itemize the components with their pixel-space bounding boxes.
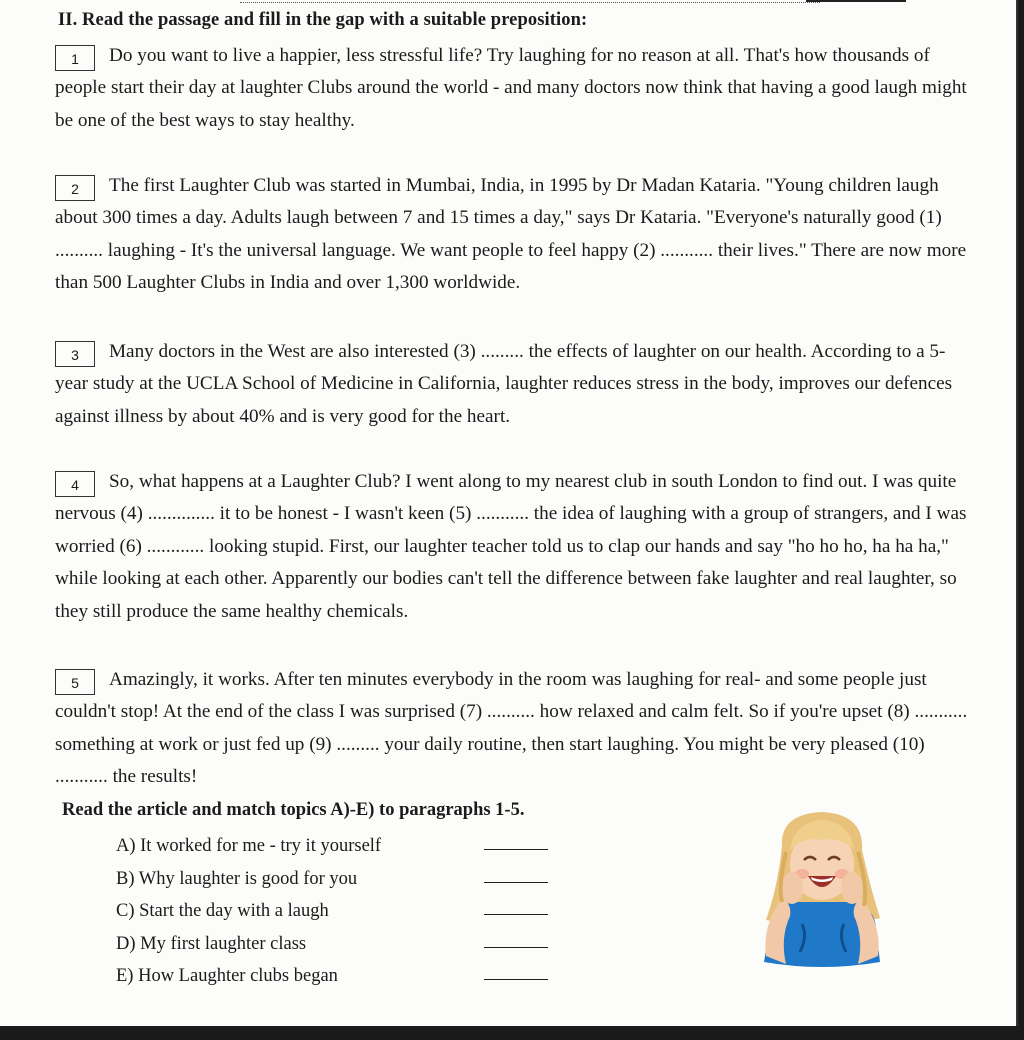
paragraph-4 [55, 466, 975, 628]
topic-item [116, 895, 556, 928]
topic-item [116, 960, 556, 993]
topic-item [116, 928, 556, 961]
cropped-top-line [240, 0, 820, 3]
paragraph-number-box: 2 [55, 175, 95, 201]
paragraph-text: Do you want to live a happier, less stressful life? Try laughing for no reason at all. That's how thousands of people start their day at laughter Clubs around the world - and many doctors now think that having a good laugh might be one of the best ways to stay healthy. [55, 45, 967, 131]
answer-blank[interactable] [484, 849, 548, 850]
answer-blank[interactable] [484, 882, 548, 883]
paragraph-text: The first Laughter Club was started in Mumbai, India, in 1995 by Dr Madan Kataria. "Young children laugh about 300 times a day. Adults laugh between 7 and 15 times a day," says Dr Kataria. "Everyone's naturally good (1) .......... laughing - It's the universal language. We want people to feel happy (2) ........... their lives." There are now more than 500 Laughter Clubs in India and over 1,300 worldwide. [55, 175, 967, 294]
answer-blank[interactable] [484, 914, 548, 915]
paragraph-5 [55, 664, 975, 794]
paragraph-1 [55, 40, 975, 137]
cropped-top-dash [806, 0, 906, 2]
laughing-girl-illustration [752, 806, 892, 978]
topic-label: E) How Laughter clubs began [116, 966, 338, 986]
topic-label: A) It worked for me - try it yourself [116, 836, 382, 856]
topic-label: B) Why laughter is good for you [116, 868, 358, 889]
paragraph-number-box: 5 [55, 669, 95, 695]
topic-item [116, 863, 556, 896]
paragraph-text: Amazingly, it works. After ten minutes everybody in the room was laughing for real- and some people just couldn't stop! At the end of the class I was surprised (7) .......... how relaxed and calm felt. So if you're upset (8) ........... something at work or just fed up (9) ......... your daily routine, then start laughing. You might be very pleased (10) ........... the results! [55, 669, 968, 788]
paragraph-3 [55, 336, 975, 433]
paragraph-number-box: 1 [55, 45, 95, 71]
paragraph-number-box: 3 [55, 341, 95, 367]
topic-label: D) My first laughter class [116, 933, 307, 954]
topic-label: C) Start the day with a laugh [116, 901, 329, 921]
answer-blank[interactable] [484, 979, 548, 980]
topic-item [116, 830, 556, 863]
answer-blank[interactable] [484, 947, 548, 948]
paragraph-number-box: 4 [55, 471, 95, 497]
exercise-heading: II. Read the passage and fill in the gap with a suitable preposition: [58, 10, 588, 30]
paragraph-text: Many doctors in the West are also interested (3) ......... the effects of laughter on our health. According to a 5-year study at the UCLA School of Medicine in California, laughter reduces stress in the body, improves our defences against illness by about 40% and is very good for the heart. [55, 341, 953, 427]
paragraph-text: So, what happens at a Laughter Club? I went along to my nearest club in south London to find out. I was quite nervous (4) .............. it to be honest - I wasn't keen (5) ........... the idea of laughing with a group of strangers, and I was worried (6) ............ looking stupid. First, our laughter teacher told us to clap our hands and say "ho ho ho, ha ha ha," while looking at each other. Apparently our bodies can't tell the difference between fake laughter and real laughter, so they still produce the same healthy chemicals. [55, 471, 967, 622]
topic-list [116, 830, 556, 993]
paragraph-2 [55, 170, 975, 300]
matching-task-title: Read the article and match topics A)-E) to paragraphs 1-5. [62, 800, 525, 820]
